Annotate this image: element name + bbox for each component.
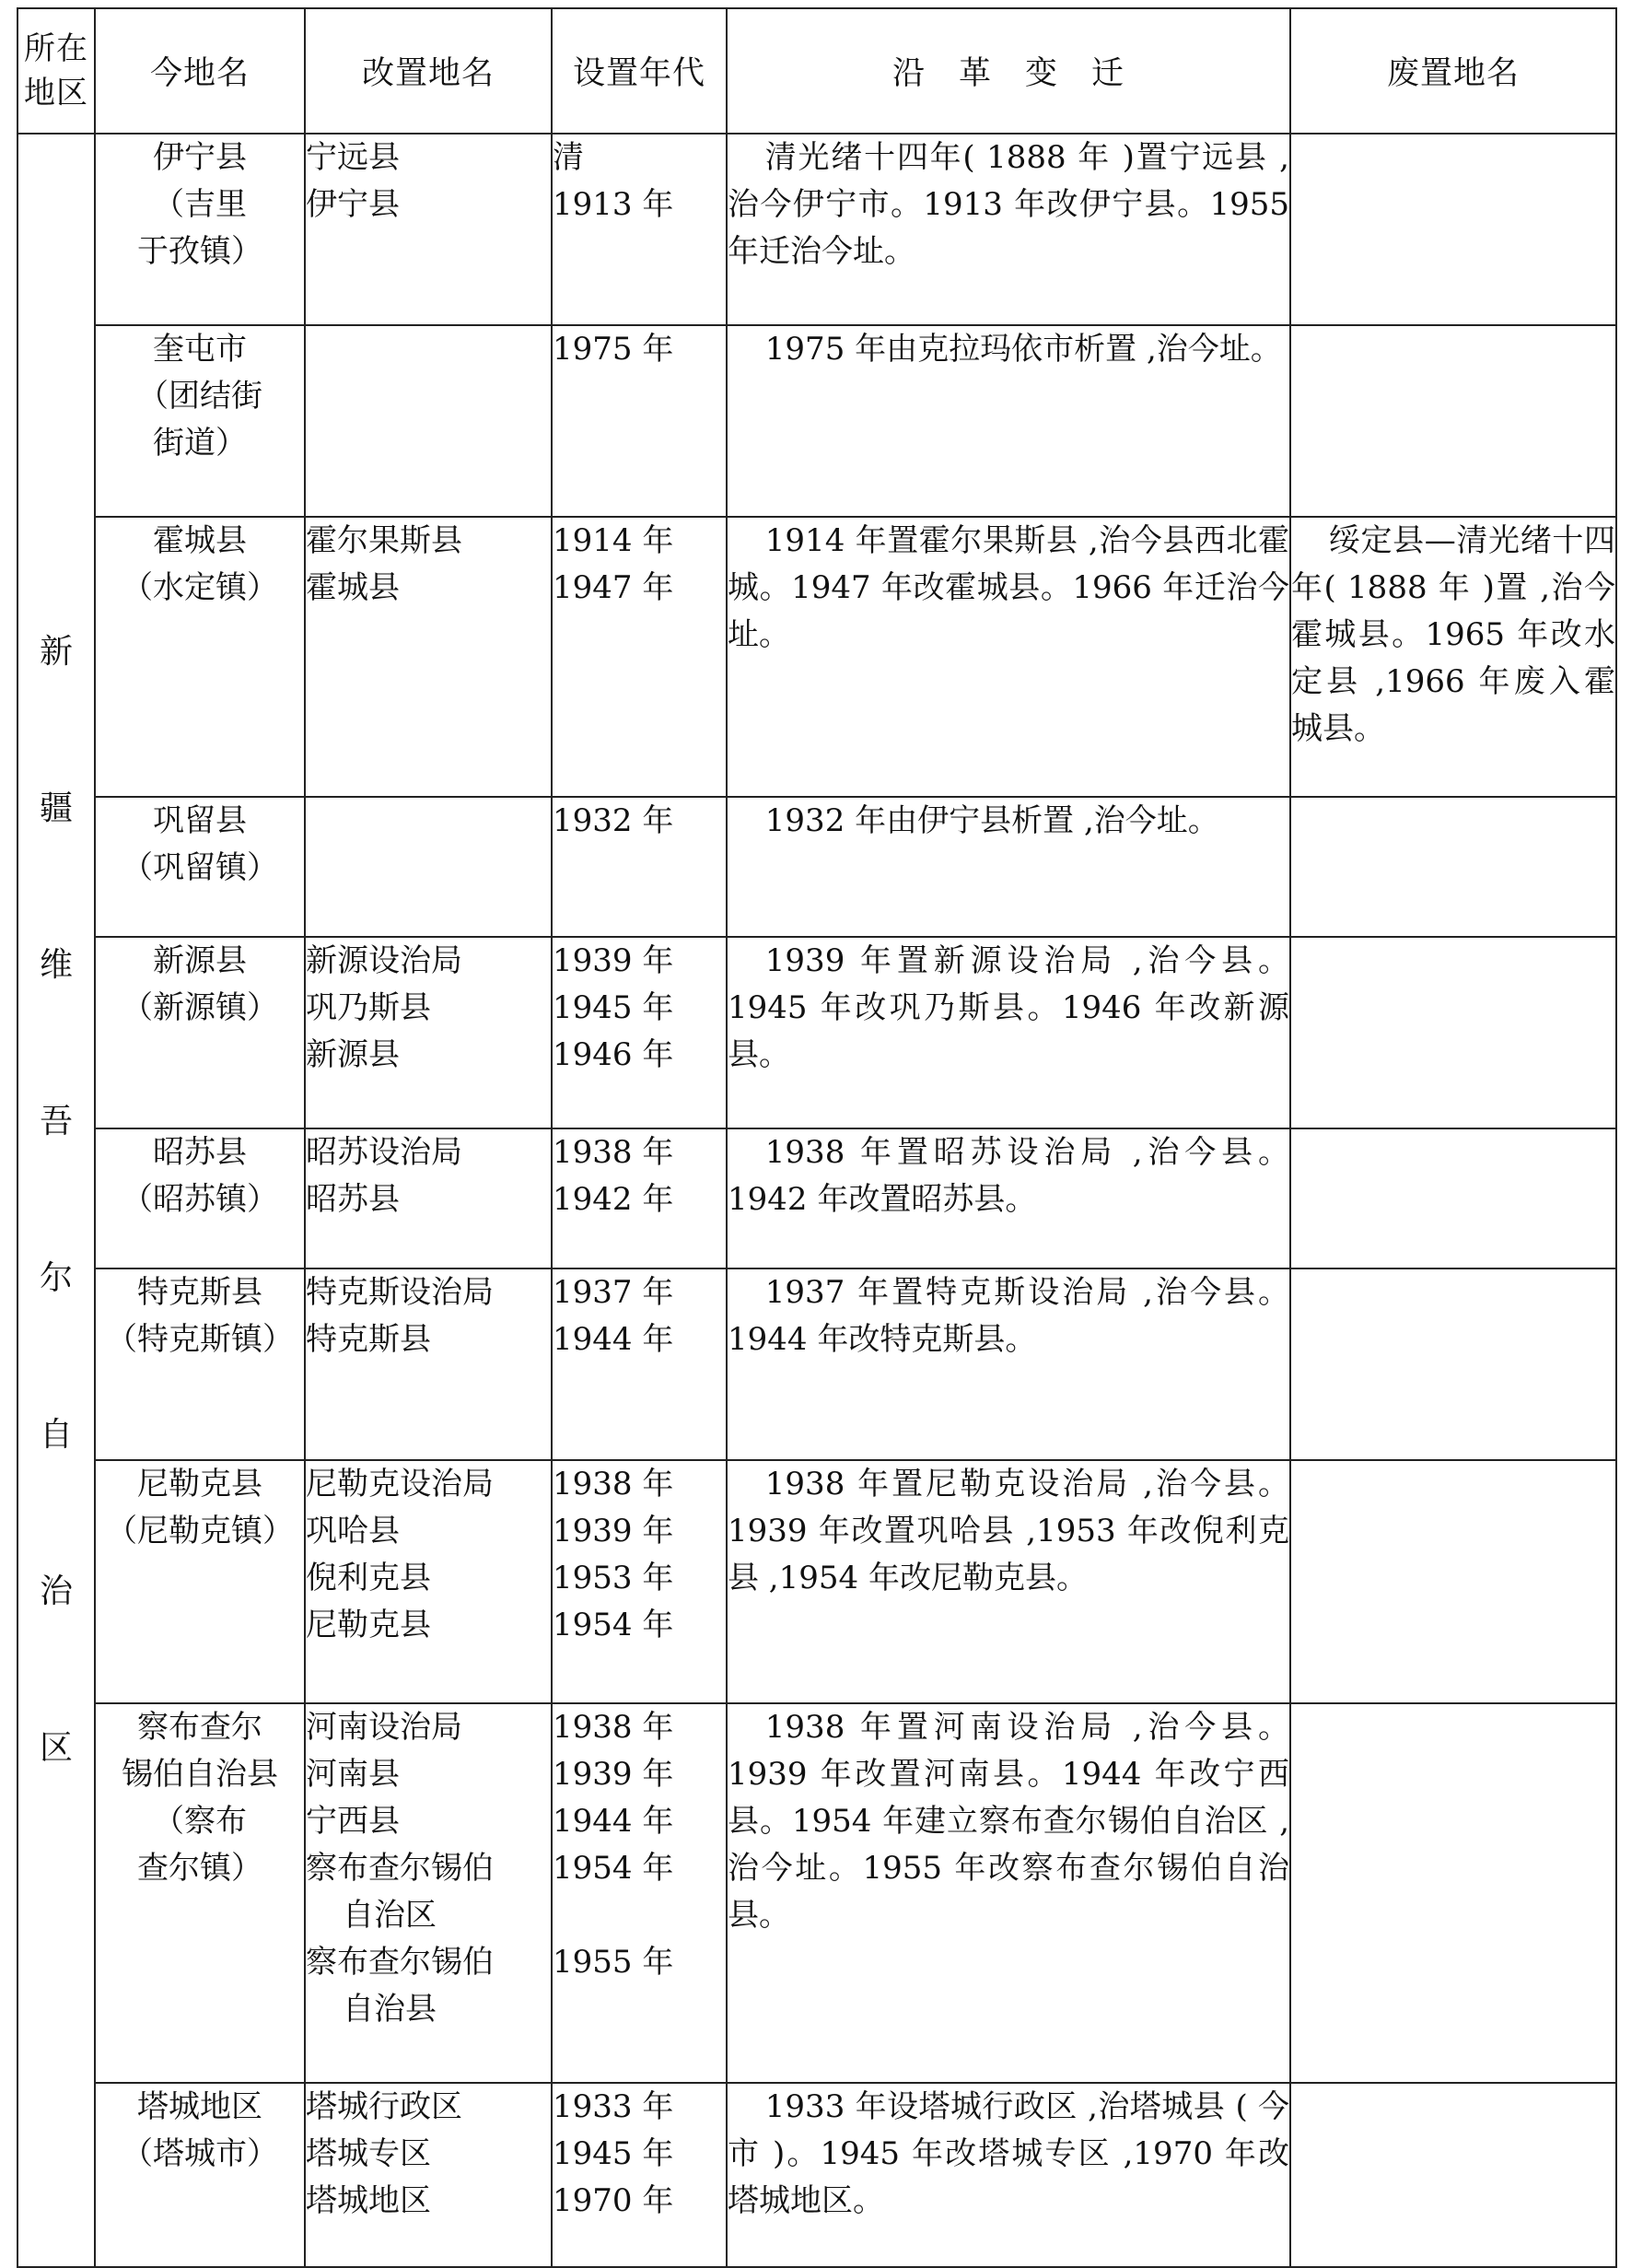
current-name [95,937,305,1128]
current-name [95,134,305,325]
history-text [727,797,1290,937]
history-paragraph: 1933 年设塔城行政区 ,治塔城县 ( 今市 )。1945 年改塔城专区 ,1970 年改塔城地区。 [728,2088,1289,2219]
gazetteer-table [17,7,1617,2268]
table-row [17,1268,1616,1460]
renamed-name [305,1460,552,1703]
current-name-line: 昭苏县 [153,1134,247,1171]
current-name-line: （吉里 [153,186,247,223]
current-name-line: 新源县 [153,942,247,979]
renamed-name-line: 塔城地区 [306,2182,431,2219]
current-name-line: （新源镇） [122,989,278,1026]
year-line: 1954 年 [553,1607,674,1643]
history-paragraph: 清光绪十四年( 1888 年 )置宁远县 ,治今伊宁市。1913 年改伊宁县。1955 年迁治今址。 [728,139,1289,270]
table-row [17,325,1616,517]
table-row [17,1128,1616,1268]
abolished-name [1290,1268,1616,1460]
year-line: 1945 年 [553,2135,674,2172]
year-line: 1932 年 [553,802,674,839]
region-char: 维 [39,946,73,984]
year-line: 1975 年 [553,331,674,368]
region-char: 尔 [39,1259,73,1297]
header-region: 所在 地区 [17,8,95,134]
year [552,2083,727,2267]
history-text [727,2083,1290,2267]
renamed-name-line: 伊宁县 [306,186,400,223]
abolished-name [1290,2083,1616,2267]
header-abolished: 废置地名 [1290,8,1616,134]
year-line: 1913 年 [553,186,674,223]
year-line: 1970 年 [553,2182,674,2219]
renamed-name-line: 巩乃斯县 [306,989,431,1026]
current-name-line: 尼勒克县 [137,1466,262,1502]
renamed-name-line: 巩哈县 [306,1513,400,1549]
renamed-name-line: 塔城行政区 [306,2088,462,2125]
history-text [727,1460,1290,1703]
current-name-line: （水定镇） [122,569,278,606]
current-name [95,1128,305,1268]
header-year: 设置年代 [552,8,727,134]
renamed-name-line: 河南设治局 [306,1709,462,1746]
renamed-name-line: 霍尔果斯县 [306,522,462,559]
abolished-name [1290,797,1616,937]
year [552,134,727,325]
year [552,1703,727,2083]
history-text [727,937,1290,1128]
year-line: 1942 年 [553,1181,674,1218]
year-line: 1938 年 [553,1466,674,1502]
current-name-line: （昭苏镇） [122,1181,278,1218]
region-cell [17,134,95,2267]
table-row [17,1460,1616,1703]
renamed-name-line: 特克斯县 [306,1321,431,1358]
renamed-name-line: 察布查尔锡伯 [306,1944,494,1981]
table-row [17,1703,1616,2083]
renamed-name-line: 察布查尔锡伯 [306,1850,494,1887]
renamed-name-line: 特克斯设治局 [306,1274,494,1311]
region-char: 新 [39,633,73,671]
current-name-line: 街道） [153,425,247,462]
current-name [95,1703,305,2083]
current-name-line: （塔城市） [122,2135,278,2172]
year-line [553,1892,726,1939]
current-name [95,517,305,797]
history-paragraph: 1914 年置霍尔果斯县 ,治今县西北霍城。1947 年改霍城县。1966 年迁治今址。 [728,522,1289,653]
region-char: 治 [39,1572,73,1610]
history-paragraph: 1939 年置新源设治局 ,治今县。1945 年改巩乃斯县。1946 年改新源县。 [728,942,1289,1073]
region-char: 区 [39,1729,73,1767]
abolished-name [1290,937,1616,1128]
renamed-name-line: 尼勒克设治局 [306,1466,494,1502]
current-name-line: （巩留镇） [122,849,278,886]
year-line: 1939 年 [553,942,674,979]
history-paragraph: 1938 年置尼勒克设治局 ,治今县。1939 年改置巩哈县 ,1953 年改倪利克县 ,1954 年改尼勒克县。 [728,1466,1289,1596]
year-line: 1933 年 [553,2088,674,2125]
header-current-name: 今地名 [95,8,305,134]
year [552,1128,727,1268]
current-name [95,325,305,517]
current-name [95,2083,305,2267]
year-line: 1944 年 [553,1803,674,1840]
history-paragraph: 1937 年置特克斯设治局 ,治今县。1944 年改特克斯县。 [728,1274,1289,1358]
current-name-line: （团结街 [137,378,262,415]
current-name-line: 伊宁县 [153,139,247,176]
year-line: 1955 年 [553,1944,674,1981]
history-paragraph: 1938 年置河南设治局 ,治今县。1939 年改置河南县。1944 年改宁西县。1954 年建立察布查尔锡伯自治区 ,治今址。1955 年改察布查尔锡伯自治县。 [728,1709,1289,1934]
region-char: 疆 [39,789,73,827]
year-line: 1938 年 [553,1134,674,1171]
history-paragraph: 1975 年由克拉玛依市析置 ,治今址。 [764,331,1282,368]
year-line: 1947 年 [553,569,674,606]
abolished-name [1290,1703,1616,2083]
current-name-line: 锡伯自治县 [122,1756,278,1793]
header-renamed: 改置地名 [305,8,552,134]
current-name-line: 奎屯市 [153,331,247,368]
current-name-line: 塔城地区 [137,2088,262,2125]
current-name-line: 巩留县 [153,802,247,839]
year-line: 清 [553,139,584,176]
history-text [727,1703,1290,2083]
current-name [95,1268,305,1460]
renamed-name [305,517,552,797]
renamed-name-line: 宁远县 [306,139,400,176]
year [552,1268,727,1460]
year [552,325,727,517]
renamed-name [305,1703,552,2083]
history-paragraph: 1932 年由伊宁县析置 ,治今址。 [764,802,1219,839]
history-text [727,1128,1290,1268]
table-row [17,2083,1616,2267]
table-row [17,517,1616,797]
region-char: 自 [39,1416,73,1454]
renamed-name-line: 霍城县 [306,569,400,606]
table-row [17,937,1616,1128]
year [552,797,727,937]
region-char: 吾 [39,1103,73,1140]
year [552,1460,727,1703]
table-body [17,134,1616,2267]
renamed-name [305,1128,552,1268]
current-name-line: （察布 [153,1803,247,1840]
renamed-name-line: 新源设治局 [306,942,462,979]
abolished-paragraph: 绥定县—清光绪十四年( 1888 年 )置 ,治今霍城县。1965 年改水定县 ,1966 年废入霍城县。 [1291,522,1615,747]
year-line: 1939 年 [553,1513,674,1549]
current-name-line: 察布查尔 [137,1709,262,1746]
year-line: 1937 年 [553,1274,674,1311]
current-name-line: （特克斯镇） [106,1321,294,1358]
current-name [95,1460,305,1703]
renamed-name-line: 昭苏县 [306,1181,400,1218]
current-name-line: 于孜镇） [137,233,262,270]
renamed-name-line: 河南县 [306,1756,400,1793]
abolished-name [1290,1460,1616,1703]
current-name [95,797,305,937]
renamed-name [305,937,552,1128]
history-text [727,1268,1290,1460]
renamed-name [305,797,552,937]
year-line: 1939 年 [553,1756,674,1793]
current-name-line: 霍城县 [153,522,247,559]
abolished-name [1290,325,1616,517]
year [552,937,727,1128]
renamed-name-line: 尼勒克县 [306,1607,431,1643]
current-name-line: 查尔镇） [137,1850,262,1887]
renamed-name-line: 昭苏设治局 [306,1134,462,1171]
renamed-name-line: 新源县 [306,1036,400,1073]
header-row [17,8,1616,134]
abolished-name [1290,1128,1616,1268]
history-text [727,325,1290,517]
history-paragraph: 1938 年置昭苏设治局 ,治今县。1942 年改置昭苏县。 [728,1134,1289,1218]
year-line: 1944 年 [553,1321,674,1358]
renamed-name [305,1268,552,1460]
year-line: 1946 年 [553,1036,674,1073]
renamed-name-line: 自治县 [343,1991,437,2028]
renamed-name-line: 自治区 [343,1897,437,1934]
history-text [727,517,1290,797]
renamed-name-line: 倪利克县 [306,1560,431,1596]
abolished-name [1290,517,1616,797]
year-line: 1945 年 [553,989,674,1026]
year-line: 1953 年 [553,1560,674,1596]
renamed-name-line: 塔城专区 [306,2135,431,2172]
year-line: 1938 年 [553,1709,674,1746]
history-text [727,134,1290,325]
year-line: 1954 年 [553,1850,674,1887]
abolished-name [1290,134,1616,325]
renamed-name [305,325,552,517]
current-name-line: 特克斯县 [137,1274,262,1311]
year [552,517,727,797]
table-row [17,134,1616,325]
current-name-line: （尼勒克镇） [106,1513,294,1549]
renamed-name-line: 宁西县 [306,1803,400,1840]
year-line: 1914 年 [553,522,674,559]
table-row [17,797,1616,937]
renamed-name [305,2083,552,2267]
renamed-name [305,134,552,325]
header-history: 沿 革 变 迁 [727,8,1290,134]
